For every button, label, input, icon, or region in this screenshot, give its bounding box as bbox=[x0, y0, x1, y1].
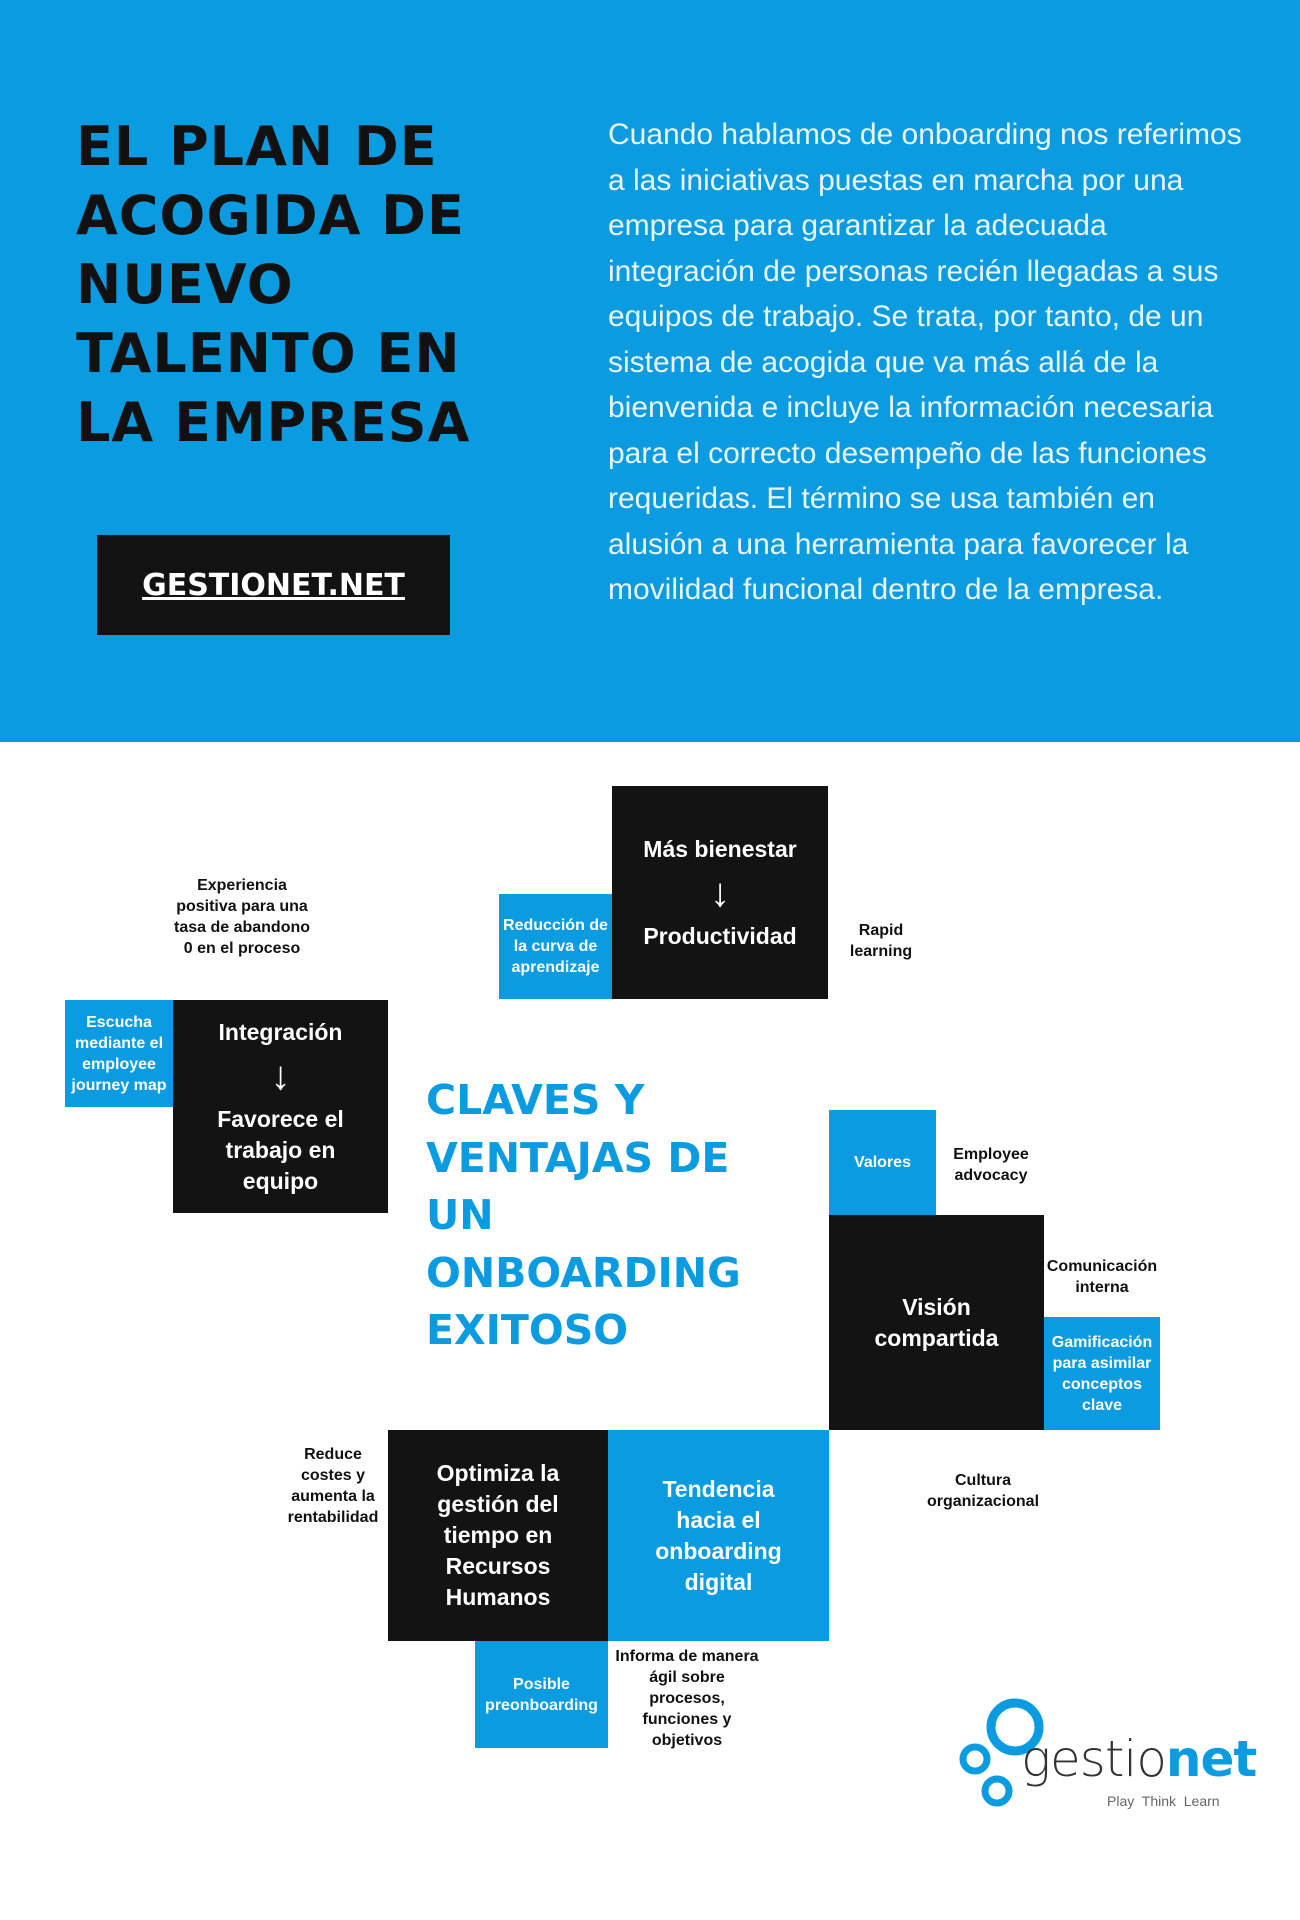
intro-paragraph: Cuando hablamos de onboarding nos referimos a las iniciativas puestas en marcha por una empresa para garantizar la adecuada integración de personas recién llegadas a sus equipos de trabajo. Se trata, por tanto, de un sistema de acogida que va más allá de la bienvenida e incluye la información necesaria para el correcto desempeño de las funciones requeridas. El término se usa también en alusión a una herramienta para favorecer la movilidad funcional dentro de la empresa. bbox=[608, 118, 1242, 606]
reduccion-box: Reducción de la curva de aprendizaje bbox=[499, 894, 612, 999]
bienestar-label: Más bienestar bbox=[643, 835, 797, 862]
page-title: EL PLAN DE ACOGIDA DE NUEVO TALENTO EN LA EMPRESA bbox=[76, 115, 471, 454]
bienestar-box bbox=[612, 786, 828, 999]
valores-box: Valores bbox=[829, 1110, 936, 1215]
cultura-note: Cultura organizacional bbox=[926, 1472, 1040, 1510]
tendencia-box: Tendencia hacia el onboarding digital bbox=[608, 1430, 829, 1641]
integracion-label: Integración bbox=[218, 1018, 343, 1045]
arrow-down-icon: ↓ bbox=[710, 870, 730, 915]
experiencia-note: Experiencia positiva para una tasa de abandono 0 en el proceso bbox=[173, 877, 311, 957]
informa-note: Informa de manera ágil sobre procesos, funciones y objetivos bbox=[615, 1648, 759, 1749]
logo-tagline: Play Think Learn bbox=[1107, 1793, 1220, 1809]
section-title: CLAVES Y VENTAJAS DE UN ONBOARDING EXITOSO bbox=[426, 1076, 741, 1354]
integracion-box bbox=[173, 1000, 388, 1213]
rapid-note: Rapid learning bbox=[849, 922, 913, 960]
comunicacion-note: Comunicación interna bbox=[1046, 1258, 1158, 1296]
optimiza-box: Optimiza la gestión del tiempo en Recursos Humanos bbox=[388, 1430, 608, 1641]
advocacy-note: Employee advocacy bbox=[953, 1146, 1029, 1184]
gamificacion-box: Gamificación para asimilar conceptos clave bbox=[1044, 1317, 1160, 1430]
favorece-label: Favorece el trabajo en equipo bbox=[217, 1105, 344, 1194]
gestionet-link-button[interactable]: GESTIONET.NET bbox=[97, 535, 450, 635]
logo-text-accent: net bbox=[1165, 1730, 1257, 1788]
arrow-down-icon: ↓ bbox=[270, 1053, 291, 1098]
reduce-note: Reduce costes y aumenta la rentabilidad bbox=[287, 1446, 379, 1526]
escucha-box: Escucha mediante el employee journey map bbox=[65, 1000, 173, 1107]
posible-box: Posible preonboarding bbox=[475, 1641, 608, 1748]
vision-box: Visión compartida bbox=[829, 1215, 1044, 1430]
productividad-label: Productividad bbox=[643, 922, 797, 949]
gestionet-logo bbox=[957, 1695, 1257, 1815]
logo-text: gestio bbox=[1021, 1730, 1166, 1788]
